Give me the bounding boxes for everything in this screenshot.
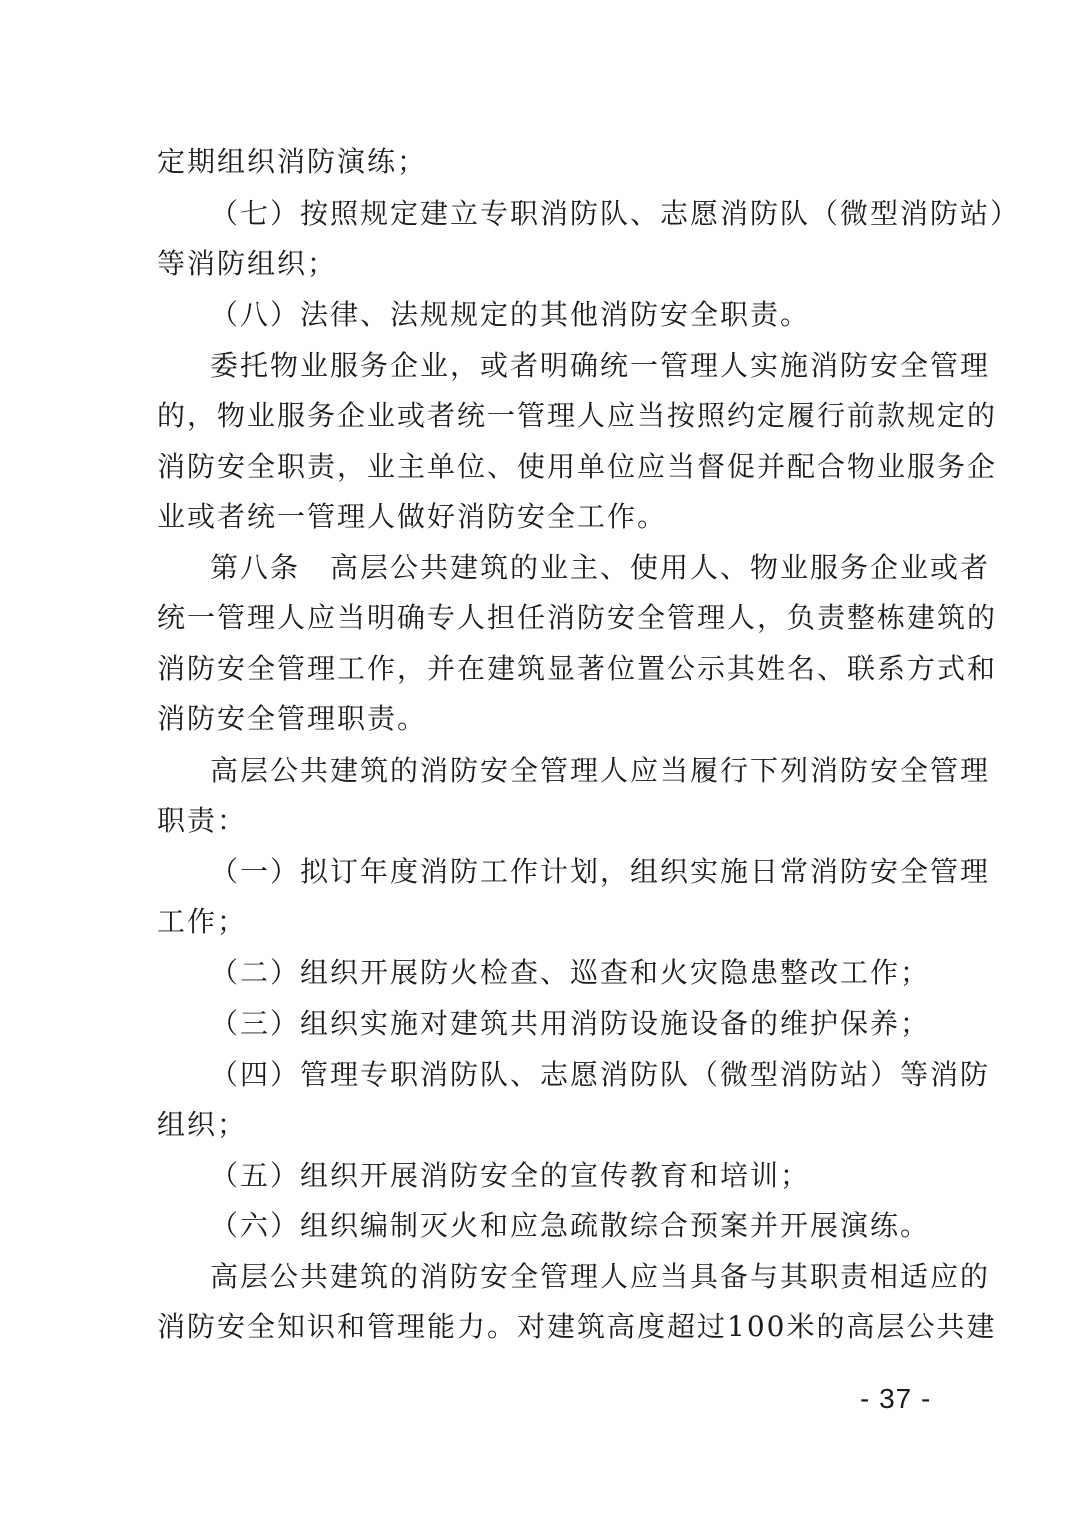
text-line: （八）法律、法规规定的其他消防安全职责。 xyxy=(210,298,811,331)
text-line: 消防安全职责，业主单位、使用单位应当督促并配合物业服务企 xyxy=(157,450,998,483)
text-line: 消防安全管理职责。 xyxy=(157,702,428,735)
text-line: （六）组织编制灭火和应急疏散综合预案并开展演练。 xyxy=(210,1209,931,1242)
text-line: 的，物业服务企业或者统一管理人应当按照约定履行前款规定的 xyxy=(157,399,998,432)
text-line: 定期组织消防演练； xyxy=(157,145,428,178)
text-line: 业或者统一管理人做好消防安全工作。 xyxy=(157,500,668,533)
text-line: 高层公共建筑的消防安全管理人应当具备与其职责相适应的 xyxy=(210,1260,991,1293)
text-line: （二）组织开展防火检查、巡查和火灾隐患整改工作； xyxy=(210,956,931,989)
text-line: （一）拟订年度消防工作计划，组织实施日常消防安全管理 xyxy=(210,855,991,888)
text-line: 等消防组织； xyxy=(157,247,338,280)
text-line: （五）组织开展消防安全的宣传教育和培训； xyxy=(210,1159,811,1192)
text-line: 消防安全管理工作，并在建筑显著位置公示其姓名、联系方式和 xyxy=(157,652,998,685)
text-line: （三）组织实施对建筑共用消防设施设备的维护保养； xyxy=(210,1007,931,1040)
text-line: 高层公共建筑的消防安全管理人应当履行下列消防安全管理 xyxy=(210,754,991,787)
text-line: （七）按照规定建立专职消防队、志愿消防队（微型消防站） xyxy=(210,197,1021,230)
text-line: 组织； xyxy=(157,1108,248,1141)
text-line: 职责： xyxy=(157,804,248,837)
text-line: 工作； xyxy=(157,905,248,938)
page-number: - 37 - xyxy=(860,1383,932,1414)
article-heading-line: 第八条 高层公共建筑的业主、使用人、物业服务企业或者 xyxy=(210,551,991,584)
text-line: 统一管理人应当明确专人担任消防安全管理人，负责整栋建筑的 xyxy=(157,601,998,634)
text-line: （四）管理专职消防队、志愿消防队（微型消防站）等消防 xyxy=(210,1058,991,1091)
text-line: 委托物业服务企业，或者明确统一管理人实施消防安全管理 xyxy=(210,349,991,382)
text-line: 消防安全知识和管理能力。对建筑高度超过100米的高层公共建 xyxy=(157,1310,997,1343)
